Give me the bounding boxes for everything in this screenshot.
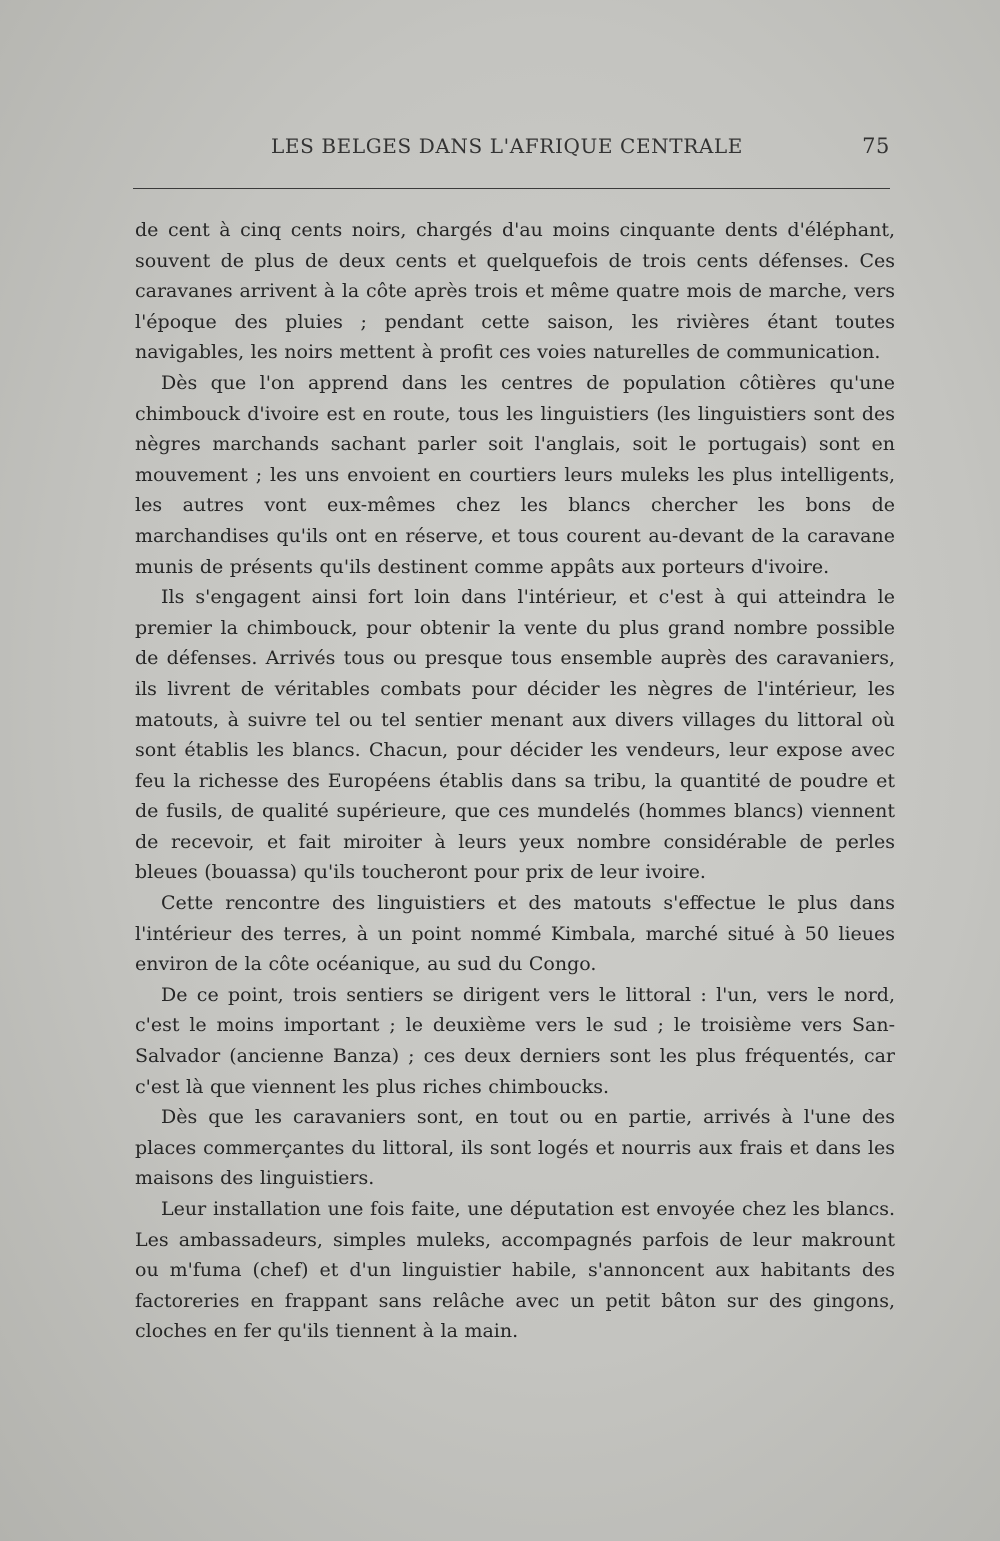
paragraph: Leur installation une fois faite, une députation est envoyée chez les blancs. Les ambassadeurs, simples muleks, accompagnés parfois de leur makrount ou m'fuma (chef) et d'un linguistier habile, s'annoncent aux habitants des factoreries en frappant sans relâche avec un petit bâton sur des gingons, cloches en fer qu'ils tiennent à la main.	[135, 1198, 895, 1343]
paragraph: Dès que l'on apprend dans les centres de population côtières qu'une chimbouck d'ivoire est en route, tous les linguistiers (les linguistiers sont des nègres marchands sachant parler soit l'anglais, soit le portugais) sont en mouvement ; les uns envoient en courtiers leurs muleks les plus intelligents, les autres vont eux-mêmes chez les blancs chercher les bons de marchandises qu'ils ont en réserve, et tous courent au-devant de la caravane munis de présents qu'ils destinent comme appâts aux porteurs d'ivoire.	[135, 371, 895, 578]
paragraph: Cette rencontre des linguistiers et des matouts s'effectue le plus dans l'intérieur des terres, à un point nommé Kimbala, marché situé à 50 lieues environ de la côte océanique, au sud du Congo.	[135, 892, 895, 976]
header-rule	[133, 188, 890, 189]
paragraph: Ils s'engagent ainsi fort loin dans l'intérieur, et c'est à qui atteindra le premier la chimbouck, pour obtenir la vente du plus grand nombre possible de défenses. Arrivés tous ou presque tous ensemble auprès des caravaniers, ils livrent de véritables combats pour décider les nègres de l'intérieur, les matouts, à suivre tel ou tel sentier menant aux divers villages du littoral où sont établis les blancs. Chacun, pour décider les vendeurs, leur expose avec feu la richesse des Européens établis dans sa tribu, la quantité de poudre et de fusils, de qualité supérieure, que ces mundelés (hommes blancs) viennent de recevoir, et fait miroiter à leurs yeux nombre considérable de perles bleues (bouassa) qu'ils toucheront pour prix de leur ivoire.	[135, 586, 895, 884]
running-title: LES BELGES DANS L'AFRIQUE CENTRALE	[271, 134, 743, 158]
paragraph: De ce point, trois sentiers se dirigent vers le littoral : l'un, vers le nord, c'est le moins important ; le deuxième vers le sud ; le troisième vers San-Salvador (ancienne Banza) ; ces deux derniers sont les plus fréquentés, car c'est là que viennent les plus riches chimboucks.	[135, 983, 895, 1098]
paragraph: de cent à cinq cents noirs, chargés d'au moins cinquante dents d'éléphant, souvent de plus de deux cents et quelquefois de trois cents défenses. Ces caravanes arrivent à la côte après trois et même quatre mois de marche, vers l'époque des pluies ; pendant cette saison, les rivières étant toutes navigables, les noirs mettent à profit ces voies naturelles de communication.	[135, 219, 895, 364]
body-text	[135, 215, 895, 1347]
page-number: 75	[862, 134, 890, 158]
running-header	[133, 132, 890, 166]
paragraph: Dès que les caravaniers sont, en tout ou en partie, arrivés à l'une des places commerçantes du littoral, ils sont logés et nourris aux frais et dans les maisons des linguistiers.	[135, 1106, 895, 1190]
